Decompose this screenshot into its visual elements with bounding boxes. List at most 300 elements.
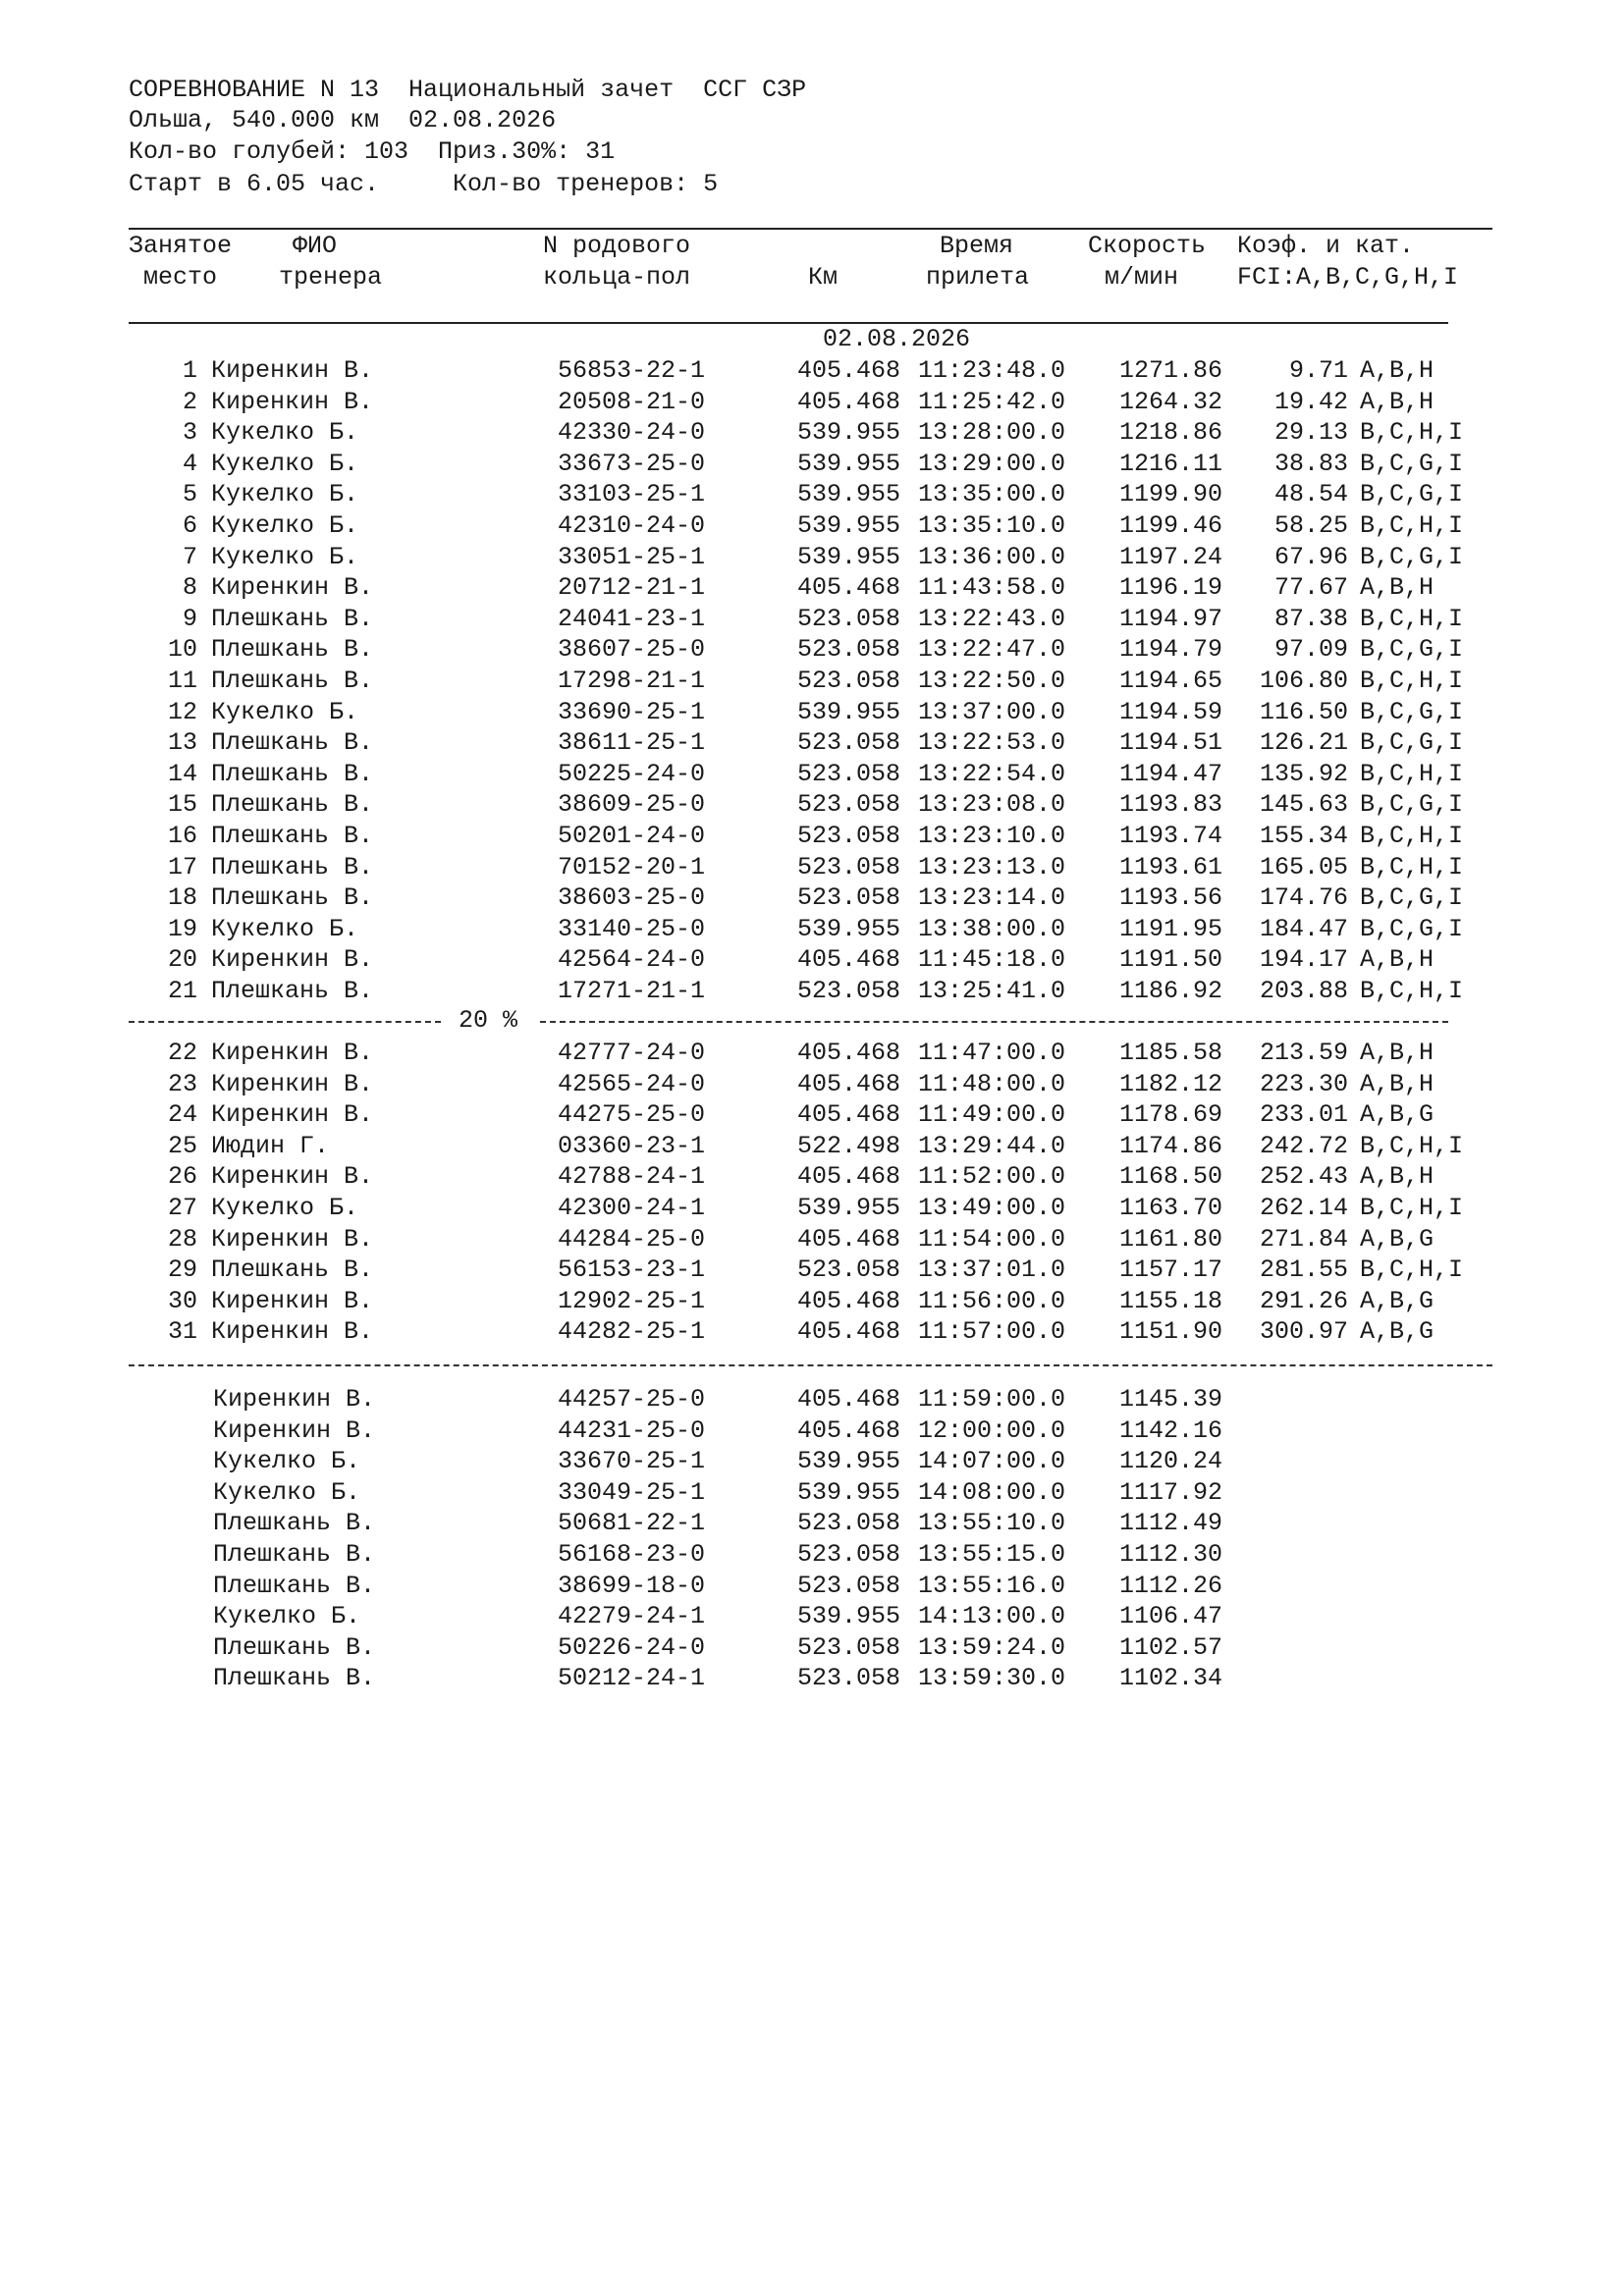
place-cell: 9 (182, 604, 197, 633)
ring-number-cell: 38609-25-0 (558, 790, 706, 820)
trainer-name-cell: Киренкин В. (211, 1100, 374, 1130)
ring-number-cell: 56853-22-1 (558, 356, 706, 385)
distance-cell: 523.058 (796, 728, 900, 758)
arrival-time-cell: 13:37:00.0 (918, 697, 1066, 726)
distance-cell: 405.468 (796, 1162, 900, 1192)
distance-cell: 539.955 (796, 542, 900, 571)
speed-cell: 1194.47 (1119, 759, 1223, 788)
arrival-time-cell: 13:29:00.0 (918, 449, 1066, 478)
category-cell: A,B,G (1360, 1317, 1435, 1347)
place-cell: 25 (167, 1131, 197, 1160)
arrival-time-cell: 11:48:00.0 (918, 1069, 1066, 1098)
place-cell: 12 (167, 697, 197, 726)
result-row (0, 944, 1624, 975)
result-row (0, 821, 1624, 851)
ring-number-cell: 50212-24-1 (558, 1664, 706, 1693)
coefficient-cell: 165.05 (1259, 852, 1348, 881)
ring-number-cell: 17271-21-1 (558, 977, 706, 1005)
speed-cell: 1102.57 (1119, 1632, 1223, 1662)
ring-number-cell: 33049-25-1 (558, 1477, 706, 1507)
result-row (0, 510, 1624, 541)
trainer-name-cell: Кукелко Б. (211, 697, 359, 726)
trainer-name-cell: Киренкин В. (211, 1039, 374, 1067)
trainer-name-cell: Киренкин В. (211, 356, 374, 385)
trainer-name-cell: Плешкань В. (211, 604, 374, 633)
ring-number-cell: 33690-25-1 (558, 697, 706, 726)
category-cell: A,B,H (1360, 945, 1435, 975)
place-cell: 4 (182, 449, 197, 478)
trainer-name-cell: Кукелко Б. (211, 1194, 359, 1222)
distance-cell: 523.058 (796, 604, 900, 633)
category-cell: A,B,H (1360, 1039, 1435, 1067)
trainer-name-cell: Киренкин В. (211, 1162, 374, 1192)
speed-cell: 1193.74 (1119, 822, 1223, 850)
speed-cell: 1151.90 (1119, 1317, 1223, 1347)
place-cell: 15 (167, 790, 197, 820)
ring-number-cell: 42279-24-1 (558, 1602, 706, 1631)
distance-cell: 539.955 (796, 1602, 900, 1631)
place-cell: 7 (182, 542, 197, 571)
place-cell: 27 (167, 1194, 197, 1222)
category-cell: B,C,H,I (1360, 604, 1464, 633)
place-cell: 21 (167, 977, 197, 1005)
speed-cell: 1157.17 (1119, 1255, 1223, 1285)
ring-number-cell: 50201-24-0 (558, 822, 706, 850)
coefficient-cell: 9.71 (1288, 356, 1348, 385)
category-cell: B,C,G,I (1360, 728, 1464, 758)
arrival-time-cell: 11:23:48.0 (918, 356, 1066, 385)
arrival-time-cell: 13:35:00.0 (918, 480, 1066, 509)
trainer-name-cell: Плешкань В. (211, 1255, 374, 1285)
coefficient-cell: 242.72 (1259, 1131, 1348, 1160)
trainer-name-cell: Плешкань В. (211, 822, 374, 850)
result-row (0, 449, 1624, 479)
place-cell: 2 (182, 387, 197, 416)
speed-cell: 1185.58 (1119, 1039, 1223, 1067)
arrival-time-cell: 12:00:00.0 (918, 1415, 1066, 1445)
ring-number-cell: 44231-25-0 (558, 1415, 706, 1445)
ring-number-cell: 42330-24-0 (558, 418, 706, 448)
coefficient-cell: 145.63 (1259, 790, 1348, 820)
non-prize-row (0, 1415, 1624, 1446)
coefficient-cell: 271.84 (1259, 1224, 1348, 1254)
place-cell: 8 (182, 573, 197, 603)
speed-cell: 1155.18 (1119, 1286, 1223, 1315)
non-prize-row (0, 1508, 1624, 1538)
coefficient-cell: 281.55 (1259, 1255, 1348, 1285)
distance-cell: 522.498 (796, 1131, 900, 1160)
result-row (0, 417, 1624, 448)
coefficient-cell: 223.30 (1259, 1069, 1348, 1098)
ring-number-cell: 33051-25-1 (558, 542, 706, 571)
trainer-name-cell: Киренкин В. (213, 1385, 376, 1414)
category-cell: A,B,H (1360, 573, 1435, 603)
result-row (0, 852, 1624, 882)
category-cell: A,B,H (1360, 356, 1435, 385)
category-cell: B,C,G,I (1360, 914, 1464, 943)
trainer-name-cell: Киренкин В. (211, 1224, 374, 1254)
arrival-time-cell: 11:52:00.0 (918, 1162, 1066, 1192)
non-prize-row (0, 1601, 1624, 1631)
ring-number-cell: 33673-25-0 (558, 449, 706, 478)
distance-cell: 405.468 (796, 1415, 900, 1445)
result-row (0, 727, 1624, 758)
distance-cell: 523.058 (796, 822, 900, 850)
place-cell: 26 (167, 1162, 197, 1192)
category-cell: B,C,H,I (1360, 977, 1464, 1005)
speed-cell: 1106.47 (1119, 1602, 1223, 1631)
arrival-time-cell: 13:37:01.0 (918, 1255, 1066, 1285)
coefficient-cell: 252.43 (1259, 1162, 1348, 1192)
ring-number-cell: 24041-23-1 (558, 604, 706, 633)
place-cell: 24 (167, 1100, 197, 1130)
speed-cell: 1168.50 (1119, 1162, 1223, 1192)
speed-cell: 1194.79 (1119, 635, 1223, 665)
speed-cell: 1199.46 (1119, 511, 1223, 540)
ring-number-cell: 56168-23-0 (558, 1540, 706, 1569)
arrival-time-cell: 13:28:00.0 (918, 418, 1066, 448)
category-cell: B,C,H,I (1360, 1131, 1464, 1160)
place-cell: 29 (167, 1255, 197, 1285)
speed-cell: 1271.86 (1119, 356, 1223, 385)
trainer-name-cell: Киренкин В. (211, 387, 374, 416)
arrival-time-cell: 13:22:47.0 (918, 635, 1066, 665)
ring-number-cell: 50226-24-0 (558, 1632, 706, 1662)
ring-number-cell: 50225-24-0 (558, 759, 706, 788)
trainer-name-cell: Плешкань В. (211, 852, 374, 881)
coefficient-cell: 48.54 (1273, 480, 1348, 509)
non-prize-row (0, 1663, 1624, 1693)
trainer-name-cell: Кукелко Б. (211, 480, 359, 509)
arrival-time-cell: 11:57:00.0 (918, 1317, 1066, 1347)
distance-cell: 539.955 (796, 1194, 900, 1222)
trainer-name-cell: Кукелко Б. (211, 542, 359, 571)
arrival-time-cell: 14:07:00.0 (918, 1447, 1066, 1476)
distance-cell: 539.955 (796, 511, 900, 540)
coefficient-cell: 97.09 (1273, 635, 1348, 665)
distance-cell: 523.058 (796, 883, 900, 913)
ring-number-cell: 42788-24-1 (558, 1162, 706, 1192)
ring-number-cell: 42564-24-0 (558, 945, 706, 975)
result-row (0, 976, 1624, 1006)
distance-cell: 523.058 (796, 667, 900, 695)
category-cell: B,C,G,I (1360, 542, 1464, 571)
result-row (0, 1193, 1624, 1223)
competition-title: СОРЕВНОВАНИЕ N 13 Национальный зачет ССГ СЗР (129, 76, 807, 104)
ring-number-cell: 38607-25-0 (558, 635, 706, 665)
category-cell: B,C,G,I (1360, 480, 1464, 509)
trainer-name-cell: Плешкань В. (213, 1664, 376, 1693)
arrival-time-cell: 11:56:00.0 (918, 1286, 1066, 1315)
category-cell: B,C,H,I (1360, 1255, 1464, 1285)
trainer-name-cell: Плешкань В. (211, 667, 374, 695)
ring-number-cell: 44282-25-1 (558, 1317, 706, 1347)
category-cell: B,C,G,I (1360, 883, 1464, 913)
category-cell: B,C,H,I (1360, 852, 1464, 881)
distance-cell: 405.468 (796, 387, 900, 416)
coefficient-cell: 58.25 (1273, 511, 1348, 540)
ring-number-cell: 56153-23-1 (558, 1255, 706, 1285)
non-prize-row (0, 1571, 1624, 1601)
percent-separator-label: 20 % (459, 1006, 518, 1035)
ring-number-cell: 33140-25-0 (558, 914, 706, 943)
arrival-time-cell: 13:49:00.0 (918, 1194, 1066, 1222)
category-cell: B,C,G,I (1360, 635, 1464, 665)
result-row (0, 387, 1624, 417)
trainer-name-cell: Кукелко Б. (211, 914, 359, 943)
coefficient-cell: 213.59 (1259, 1039, 1348, 1067)
distance-cell: 523.058 (796, 635, 900, 665)
coefficient-cell: 19.42 (1273, 387, 1348, 416)
ring-number-cell: 42300-24-1 (558, 1194, 706, 1222)
speed-cell: 1191.50 (1119, 945, 1223, 975)
distance-cell: 539.955 (796, 697, 900, 726)
col-time-header-1: Время (940, 232, 1014, 260)
trainer-name-cell: Плешкань В. (211, 883, 374, 913)
arrival-time-cell: 13:55:10.0 (918, 1509, 1066, 1538)
arrival-time-cell: 13:36:00.0 (918, 542, 1066, 571)
speed-cell: 1216.11 (1119, 449, 1223, 478)
distance-cell: 523.058 (796, 1632, 900, 1662)
distance-cell: 523.058 (796, 977, 900, 1005)
result-row (0, 1255, 1624, 1285)
coefficient-cell: 233.01 (1259, 1100, 1348, 1130)
table-top-rule (129, 228, 1492, 230)
arrival-time-cell: 13:22:43.0 (918, 604, 1066, 633)
result-row (0, 1316, 1624, 1347)
release-point: Ольша, 540.000 км 02.08.2026 (129, 106, 557, 134)
col-coef-header-1: Коэф. и кат. (1237, 232, 1415, 260)
ring-number-cell: 12902-25-1 (558, 1286, 706, 1315)
arrival-time-cell: 11:47:00.0 (918, 1039, 1066, 1067)
ring-number-cell: 42777-24-0 (558, 1039, 706, 1067)
ring-number-cell: 38611-25-1 (558, 728, 706, 758)
category-cell: B,C,H,I (1360, 822, 1464, 850)
result-row (0, 542, 1624, 572)
place-cell: 31 (167, 1317, 197, 1347)
category-cell: B,C,H,I (1360, 511, 1464, 540)
non-prize-row (0, 1384, 1624, 1415)
coefficient-cell: 87.38 (1273, 604, 1348, 633)
speed-cell: 1112.49 (1119, 1509, 1223, 1538)
speed-cell: 1196.19 (1119, 573, 1223, 603)
category-cell: A,B,G (1360, 1224, 1435, 1254)
ring-number-cell: 44257-25-0 (558, 1385, 706, 1414)
coefficient-cell: 155.34 (1259, 822, 1348, 850)
coefficient-cell: 174.76 (1259, 883, 1348, 913)
place-cell: 11 (167, 667, 197, 695)
pigeon-count: Кол-во голубей: 103 Приз.30%: 31 (129, 137, 616, 166)
distance-cell: 523.058 (796, 1664, 900, 1693)
arrival-time-cell: 11:43:58.0 (918, 573, 1066, 603)
start-info: Старт в 6.05 час. Кол-во тренеров: 5 (129, 170, 719, 198)
ring-number-cell: 38603-25-0 (558, 883, 706, 913)
ring-number-cell: 44275-25-0 (558, 1100, 706, 1130)
speed-cell: 1191.95 (1119, 914, 1223, 943)
coefficient-cell: 116.50 (1259, 697, 1348, 726)
speed-cell: 1218.86 (1119, 418, 1223, 448)
result-row (0, 634, 1624, 665)
ring-number-cell: 33103-25-1 (558, 480, 706, 509)
col-place-header-2: место (143, 263, 218, 292)
distance-cell: 405.468 (796, 1224, 900, 1254)
distance-cell: 539.955 (796, 914, 900, 943)
trainer-name-cell: Плешкань В. (213, 1632, 376, 1662)
prize-list-end-rule (129, 1364, 1492, 1366)
place-cell: 30 (167, 1286, 197, 1315)
place-cell: 6 (182, 511, 197, 540)
distance-cell: 405.468 (796, 1317, 900, 1347)
result-row (0, 789, 1624, 820)
distance-cell: 405.468 (796, 356, 900, 385)
arrival-time-cell: 11:54:00.0 (918, 1224, 1066, 1254)
distance-cell: 523.058 (796, 1540, 900, 1569)
trainer-name-cell: Плешкань В. (211, 728, 374, 758)
result-row (0, 697, 1624, 727)
trainer-name-cell: Кукелко Б. (211, 511, 359, 540)
coefficient-cell: 106.80 (1259, 667, 1348, 695)
speed-cell: 1264.32 (1119, 387, 1223, 416)
arrival-time-cell: 11:25:42.0 (918, 387, 1066, 416)
non-prize-row (0, 1446, 1624, 1476)
category-cell: B,C,G,I (1360, 697, 1464, 726)
ring-number-cell: 17298-21-1 (558, 667, 706, 695)
arrival-time-cell: 13:23:13.0 (918, 852, 1066, 881)
speed-cell: 1197.24 (1119, 542, 1223, 571)
percent-separator-left (129, 1021, 441, 1023)
speed-cell: 1194.59 (1119, 697, 1223, 726)
distance-cell: 523.058 (796, 790, 900, 820)
col-ring-header-1: N родового (543, 232, 691, 260)
trainer-name-cell: Кукелко Б. (213, 1602, 361, 1631)
trainer-name-cell: Плешкань В. (213, 1509, 376, 1538)
trainer-name-cell: Кукелко Б. (211, 418, 359, 448)
place-cell: 22 (167, 1039, 197, 1067)
ring-number-cell: 33670-25-1 (558, 1447, 706, 1476)
ring-number-cell: 44284-25-0 (558, 1224, 706, 1254)
place-cell: 13 (167, 728, 197, 758)
speed-cell: 1194.97 (1119, 604, 1223, 633)
distance-cell: 539.955 (796, 1447, 900, 1476)
distance-cell: 405.468 (796, 1039, 900, 1067)
trainer-name-cell: Киренкин В. (213, 1415, 376, 1445)
category-cell: A,B,H (1360, 1069, 1435, 1098)
distance-cell: 539.955 (796, 480, 900, 509)
distance-cell: 523.058 (796, 1509, 900, 1538)
place-cell: 14 (167, 759, 197, 788)
non-prize-row (0, 1539, 1624, 1570)
trainer-name-cell: Киренкин В. (211, 1317, 374, 1347)
col-coef-header-2: FCI:A,B,C,G,H,I (1237, 263, 1459, 292)
speed-cell: 1120.24 (1119, 1447, 1223, 1476)
col-name-header-2: тренера (279, 263, 383, 292)
trainer-name-cell: Киренкин В. (211, 1286, 374, 1315)
coefficient-cell: 300.97 (1259, 1317, 1348, 1347)
arrival-time-cell: 13:29:44.0 (918, 1131, 1066, 1160)
arrival-time-cell: 13:59:30.0 (918, 1664, 1066, 1693)
place-cell: 18 (167, 883, 197, 913)
trainer-name-cell: Плешкань В. (213, 1540, 376, 1569)
arrival-time-cell: 13:22:54.0 (918, 759, 1066, 788)
distance-cell: 523.058 (796, 852, 900, 881)
speed-cell: 1117.92 (1119, 1477, 1223, 1507)
place-cell: 3 (182, 418, 197, 448)
speed-cell: 1174.86 (1119, 1131, 1223, 1160)
trainer-name-cell: Плешкань В. (213, 1571, 376, 1600)
speed-cell: 1112.30 (1119, 1540, 1223, 1569)
arrival-time-cell: 11:45:18.0 (918, 945, 1066, 975)
result-row (0, 1099, 1624, 1130)
trainer-name-cell: Кукелко Б. (211, 449, 359, 478)
trainer-name-cell: Кукелко Б. (213, 1477, 361, 1507)
coefficient-cell: 29.13 (1273, 418, 1348, 448)
col-name-header-1: ФИО (293, 232, 338, 260)
trainer-name-cell: Киренкин В. (211, 945, 374, 975)
coefficient-cell: 135.92 (1259, 759, 1348, 788)
coefficient-cell: 203.88 (1259, 977, 1348, 1005)
arrival-time-cell: 13:55:16.0 (918, 1571, 1066, 1600)
speed-cell: 1178.69 (1119, 1100, 1223, 1130)
category-cell: B,C,G,I (1360, 449, 1464, 478)
arrival-time-cell: 13:23:08.0 (918, 790, 1066, 820)
result-row (0, 572, 1624, 603)
speed-cell: 1142.16 (1119, 1415, 1223, 1445)
arrival-time-cell: 13:55:15.0 (918, 1540, 1066, 1569)
speed-cell: 1193.56 (1119, 883, 1223, 913)
non-prize-row (0, 1477, 1624, 1508)
result-row (0, 355, 1624, 386)
col-speed-header-1: Скорость (1088, 232, 1207, 260)
trainer-name-cell: Кукелко Б. (213, 1447, 361, 1476)
coefficient-cell: 38.83 (1273, 449, 1348, 478)
ring-number-cell: 20508-21-0 (558, 387, 706, 416)
place-cell: 17 (167, 852, 197, 881)
arrival-time-cell: 11:49:00.0 (918, 1100, 1066, 1130)
coefficient-cell: 77.67 (1273, 573, 1348, 603)
place-cell: 23 (167, 1069, 197, 1098)
category-cell: B,C,H,I (1360, 1194, 1464, 1222)
result-row (0, 1224, 1624, 1255)
trainer-name-cell: Киренкин В. (211, 1069, 374, 1098)
distance-cell: 405.468 (796, 573, 900, 603)
arrival-time-cell: 14:13:00.0 (918, 1602, 1066, 1631)
distance-cell: 405.468 (796, 1385, 900, 1414)
arrival-time-cell: 13:23:10.0 (918, 822, 1066, 850)
distance-cell: 539.955 (796, 449, 900, 478)
result-row (0, 479, 1624, 509)
ring-number-cell: 42310-24-0 (558, 511, 706, 540)
distance-cell: 523.058 (796, 1571, 900, 1600)
col-speed-header-2: м/мин (1105, 263, 1179, 292)
result-row (0, 1161, 1624, 1192)
coefficient-cell: 126.21 (1259, 728, 1348, 758)
header-bottom-rule (129, 322, 1448, 324)
distance-cell: 405.468 (796, 1100, 900, 1130)
speed-cell: 1163.70 (1119, 1194, 1223, 1222)
category-cell: B,C,H,I (1360, 418, 1464, 448)
result-row (0, 1038, 1624, 1068)
ring-number-cell: 20712-21-1 (558, 573, 706, 603)
result-row (0, 666, 1624, 696)
coefficient-cell: 194.17 (1259, 945, 1348, 975)
place-cell: 5 (182, 480, 197, 509)
arrival-time-cell: 11:59:00.0 (918, 1385, 1066, 1414)
percent-separator-right (540, 1021, 1448, 1023)
ring-number-cell: 50681-22-1 (558, 1509, 706, 1538)
arrival-time-cell: 13:35:10.0 (918, 511, 1066, 540)
arrival-time-cell: 14:08:00.0 (918, 1477, 1066, 1507)
category-cell: B,C,G,I (1360, 790, 1464, 820)
